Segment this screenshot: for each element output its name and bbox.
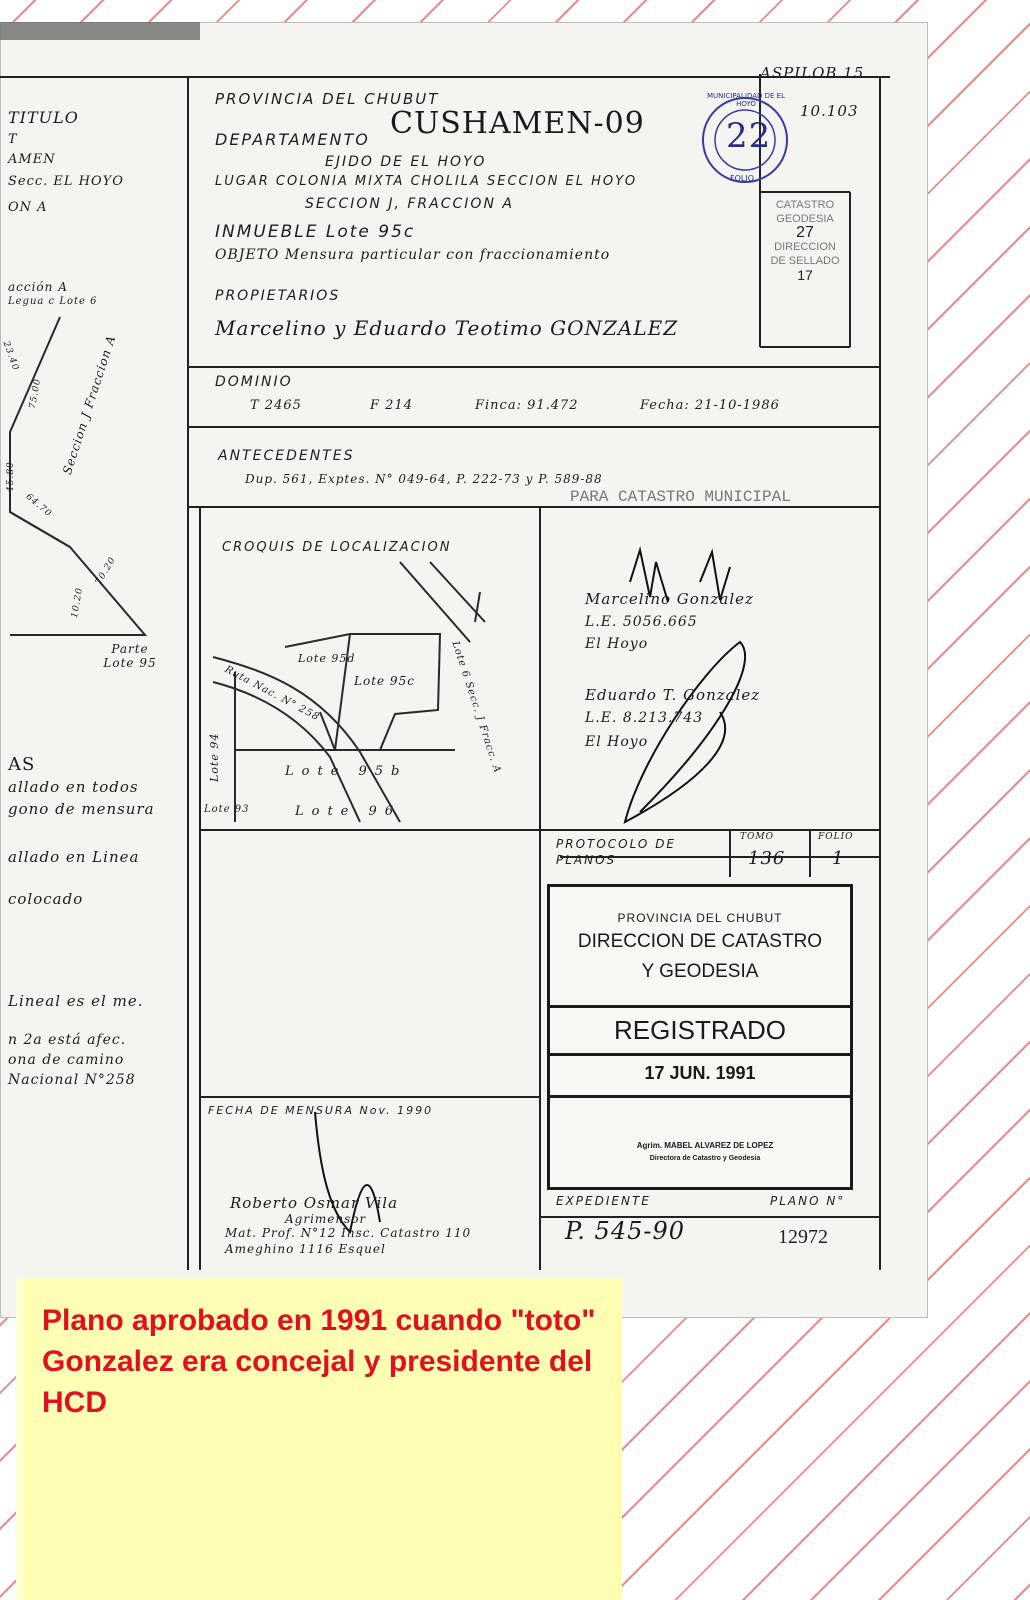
- frag-afec: n 2a está afec.: [8, 1032, 127, 1048]
- seccion: SECCION J, FRACCION A: [305, 196, 514, 212]
- stamp-geodesia: Y GEODESIA: [641, 961, 759, 982]
- agrimensor-address: Ameghino 1116 Esquel: [225, 1242, 386, 1256]
- corner-ref: ASPILOB 15: [760, 64, 865, 82]
- frag-dim-1: 45.80: [6, 461, 16, 492]
- firmante-1-place: El Hoyo: [585, 636, 649, 652]
- muni-seal-number: 22: [726, 116, 772, 156]
- firmante-2-doc: L.E. 8.213.743: [585, 710, 704, 726]
- croquis-lote-95c: Lote 95c: [354, 674, 415, 688]
- firmante-1-doc: L.E. 5056.665: [585, 614, 698, 630]
- frag-dim-2: 75.00: [28, 377, 44, 410]
- expediente-value: P. 545-90: [565, 1217, 685, 1245]
- frag-allado: allado en todos: [8, 778, 139, 796]
- para-catastro-stamp: PARA CATASTRO MUNICIPAL: [570, 488, 791, 506]
- frag-accion: acción A: [8, 280, 68, 294]
- ejido: EJIDO DE EL HOYO: [325, 154, 487, 170]
- frag-lineal: Lineal es el me.: [8, 992, 144, 1010]
- stamp-fecha: 17 JUN. 1991: [644, 1063, 756, 1083]
- propietarios-value: Marcelino y Eduardo Teotimo GONZALEZ: [215, 316, 679, 340]
- protocolo-label: PROTOCOLO DE PLANOS: [556, 837, 677, 867]
- firmante-2-name: Eduardo T. Gonzalez: [585, 686, 761, 704]
- agrimensor-name: Roberto Osmar Vila: [230, 1194, 399, 1212]
- dominio-finca: Finca: 91.472: [475, 398, 579, 413]
- frag-parte-lote: Parte Lote 95: [103, 642, 157, 670]
- firmante-1-name: Marcelino Gonzalez: [585, 590, 754, 608]
- croquis-lote-95b: Lote 95b: [285, 764, 408, 779]
- frag-seccion-rotated: Seccion J Fraccion A: [60, 333, 119, 477]
- croquis-ruta: Ruta Nac. N° 258: [222, 664, 322, 724]
- muni-seal-ring-text: MUNICIPALIDAD DE EL HOYO: [707, 92, 785, 108]
- inmueble: INMUEBLE Lote 95c: [215, 222, 416, 242]
- croquis-lote-96: Lote 96: [295, 804, 402, 819]
- expediente-label: EXPEDIENTE: [556, 1194, 651, 1208]
- frag-secc: Secc. EL HOYO: [8, 174, 124, 189]
- frag-allado-linea: allado en Linea: [8, 848, 140, 866]
- frag-as: AS: [8, 754, 36, 775]
- frag-t: T: [8, 132, 18, 147]
- frag-titulo: TITULO: [8, 108, 79, 127]
- stamp-direccion: DIRECCION DE CATASTRO: [577, 931, 823, 952]
- agrimensor-title: Agrimensor: [285, 1212, 367, 1226]
- registrado-stamp: [547, 884, 853, 1190]
- dominio-folio: F 214: [370, 398, 413, 413]
- frag-legua: Legua c Lote 6: [8, 296, 98, 307]
- frag-dim-5: 70.20: [94, 555, 119, 587]
- tomo-value: 136: [748, 848, 786, 869]
- firmante-2-place: El Hoyo: [585, 734, 649, 750]
- frag-camino: ona de camino: [8, 1052, 125, 1068]
- dominio-label: DOMINIO: [215, 374, 293, 390]
- frag-gono: gono de mensura: [8, 800, 155, 818]
- departamento-label: DEPARTAMENTO: [215, 130, 370, 149]
- geodesia-line-6: 17: [797, 267, 813, 283]
- tomo-label: TOMO: [740, 832, 774, 842]
- plano-label: PLANO N°: [770, 1194, 846, 1208]
- stamp-divider-2: [550, 1053, 850, 1056]
- stamp-provincia: PROVINCIA DEL CHUBUT: [617, 911, 783, 925]
- frag-amen: AMEN: [8, 152, 56, 167]
- antecedentes-value: Dup. 561, Exptes. N° 049-64, P. 222-73 y P. 589-88: [245, 472, 603, 486]
- stamp-cargo: Directora de Catastro y Geodesia: [649, 1155, 761, 1162]
- dominio-fecha: Fecha: 21-10-1986: [640, 398, 780, 413]
- plano-value: 12972: [778, 1226, 828, 1248]
- frag-nacional: Nacional N°258: [8, 1072, 136, 1088]
- folio-label: FOLIO: [818, 832, 854, 842]
- provincia-label: PROVINCIA DEL CHUBUT: [215, 90, 440, 108]
- ref-number: 10.103: [800, 102, 859, 120]
- croquis-label: CROQUIS DE LOCALIZACION: [222, 540, 452, 555]
- geodesia-line-4: DIRECCION: [774, 241, 836, 253]
- geodesia-line-2: GEODESIA: [776, 213, 834, 225]
- agrimensor-matricula: Mat. Prof. N°12 Insc. Catastro 110: [225, 1226, 472, 1240]
- geodesia-line-5: DE SELLADO: [770, 255, 840, 267]
- croquis-lote-93: Lote 93: [204, 804, 250, 815]
- folio-value: 1: [832, 848, 845, 869]
- frag-dim-6: 10.20: [70, 586, 86, 619]
- propietarios-label: PROPIETARIOS: [215, 288, 341, 304]
- annotation-text: Plano aprobado en 1991 cuando "toto" Gonzalez era concejal y presidente del HCD: [42, 1304, 596, 1419]
- antecedentes-label: ANTECEDENTES: [218, 448, 355, 464]
- stamp-divider-3: [550, 1095, 850, 1098]
- frag-colocado: colocado: [8, 890, 84, 908]
- croquis-lote-94: Lote 94: [208, 732, 221, 782]
- frag-on-a: ON A: [8, 200, 48, 215]
- fecha-mensura: FECHA DE MENSURA Nov. 1990: [208, 1104, 434, 1117]
- stamp-registrado: REGISTRADO: [614, 1015, 786, 1045]
- muni-seal-folio: FOLIO: [730, 174, 755, 183]
- stamp-divider-1: [550, 1005, 850, 1008]
- objeto: OBJETO Mensura particular con fraccionamiento: [215, 247, 611, 263]
- departamento-value: CUSHAMEN-09: [390, 106, 645, 141]
- geodesia-line-1: CATASTRO: [775, 199, 835, 211]
- croquis-lote-6: Lote 6 Secc. J Fracc. A: [449, 640, 503, 775]
- geodesia-line-3: 27: [796, 224, 814, 241]
- plan-sheet: [0, 22, 928, 1318]
- stamp-firmante: Agrim. MABEL ALVAREZ DE LOPEZ: [636, 1141, 774, 1150]
- geodesia-box: [762, 198, 848, 282]
- dominio-tomo: T 2465: [250, 398, 302, 413]
- lugar: LUGAR COLONIA MIXTA CHOLILA SECCION EL HOYO: [215, 174, 638, 189]
- croquis-lote-95d: Lote 95d: [298, 652, 356, 665]
- frag-dim-3: 23.40: [0, 340, 21, 373]
- frag-dim-4: 64.70: [23, 492, 54, 520]
- annotation-notice: [16, 1278, 622, 1600]
